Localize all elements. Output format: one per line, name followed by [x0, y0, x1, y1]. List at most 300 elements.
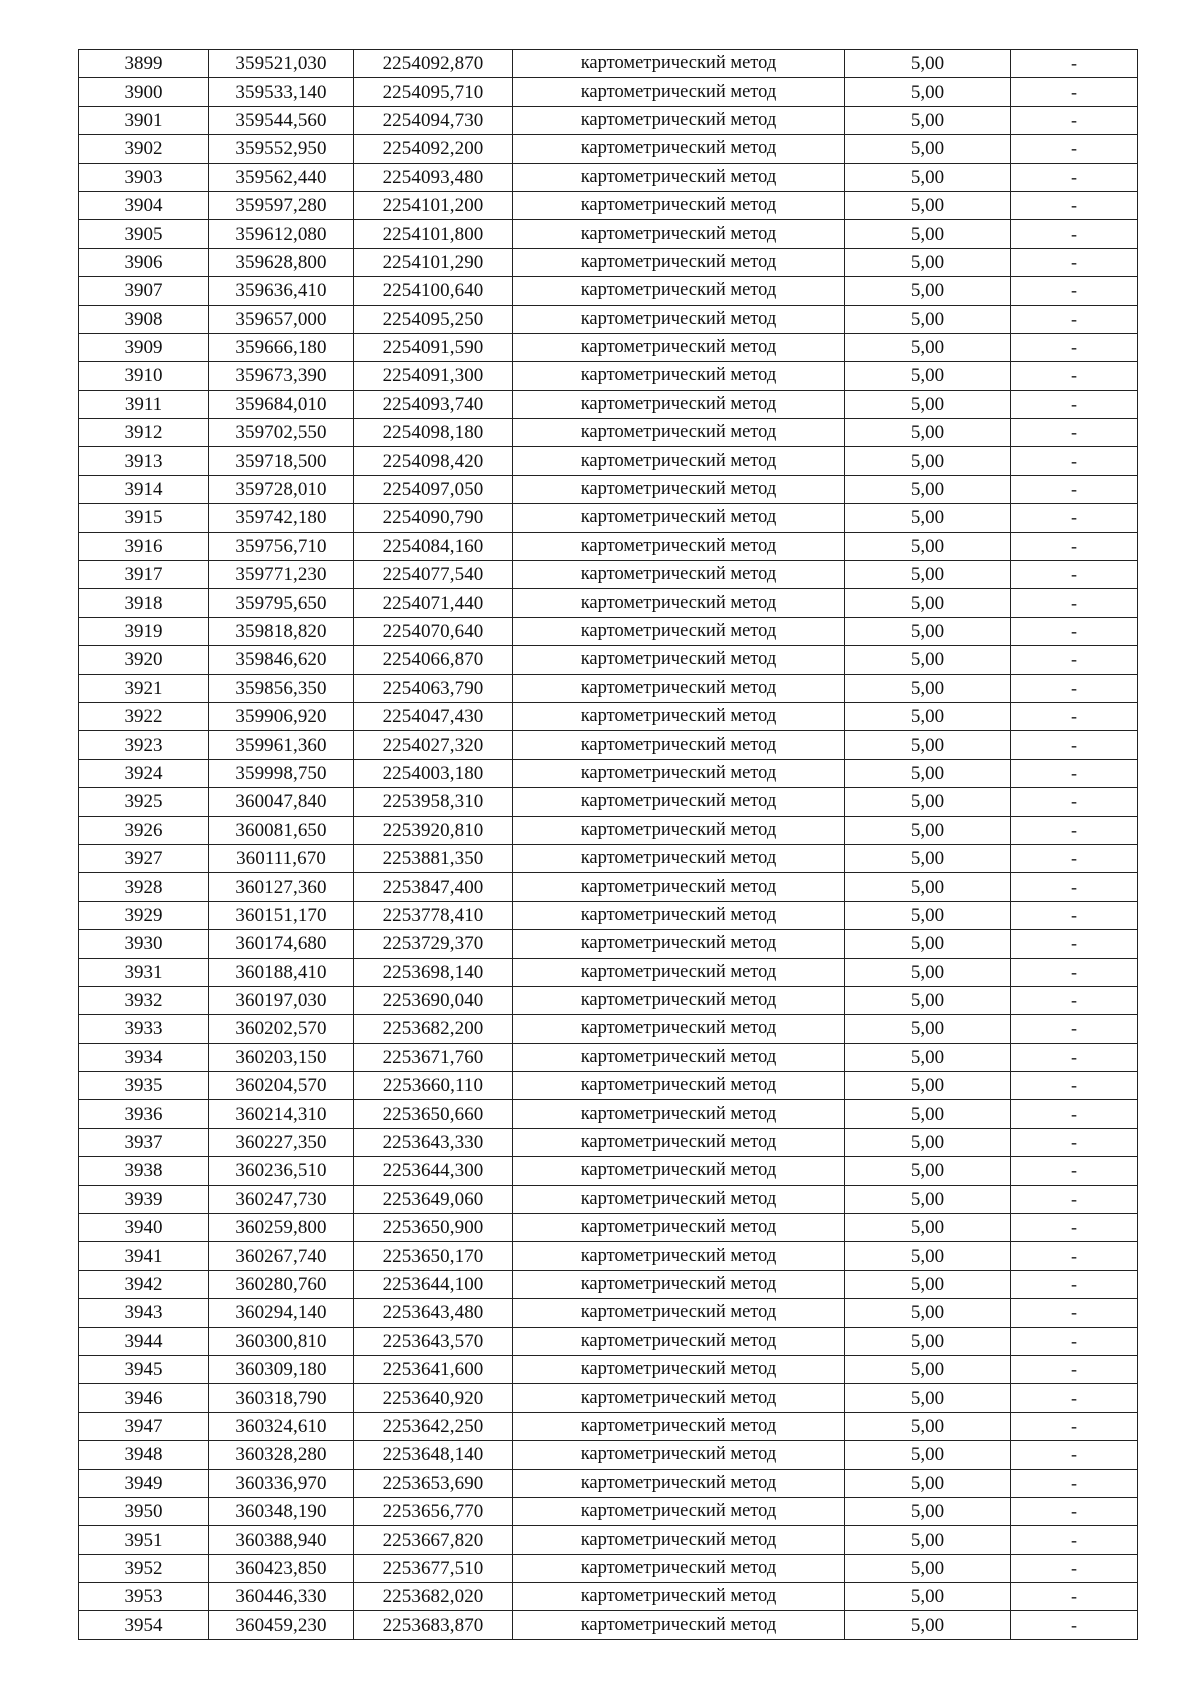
- table-row: [79, 447, 1138, 475]
- point-number-cell: 3931: [79, 958, 209, 986]
- table-row: [79, 958, 1138, 986]
- y-coordinate-cell: 2253649,060: [354, 1185, 513, 1213]
- point-number-cell: 3923: [79, 731, 209, 759]
- accuracy-cell: 5,00: [845, 844, 1011, 872]
- note-cell: -: [1011, 1043, 1138, 1071]
- method-cell: картометрический метод: [513, 1100, 845, 1128]
- point-number-cell: 3939: [79, 1185, 209, 1213]
- x-coordinate-cell: 360227,350: [209, 1128, 354, 1156]
- note-cell: -: [1011, 305, 1138, 333]
- method-cell: картометрический метод: [513, 220, 845, 248]
- y-coordinate-cell: 2254101,200: [354, 191, 513, 219]
- method-cell: картометрический метод: [513, 1185, 845, 1213]
- method-cell: картометрический метод: [513, 419, 845, 447]
- accuracy-cell: 5,00: [845, 1554, 1011, 1582]
- y-coordinate-cell: 2254092,870: [354, 50, 513, 78]
- table-row: [79, 1355, 1138, 1383]
- method-cell: картометрический метод: [513, 1327, 845, 1355]
- point-number-cell: 3910: [79, 362, 209, 390]
- table-row: [79, 873, 1138, 901]
- y-coordinate-cell: 2254071,440: [354, 589, 513, 617]
- x-coordinate-cell: 359666,180: [209, 333, 354, 361]
- accuracy-cell: 5,00: [845, 78, 1011, 106]
- point-number-cell: 3930: [79, 930, 209, 958]
- y-coordinate-cell: 2254066,870: [354, 646, 513, 674]
- y-coordinate-cell: 2254100,640: [354, 277, 513, 305]
- table-row: [79, 78, 1138, 106]
- note-cell: -: [1011, 1299, 1138, 1327]
- note-cell: -: [1011, 1554, 1138, 1582]
- x-coordinate-cell: 360280,760: [209, 1270, 354, 1298]
- accuracy-cell: 5,00: [845, 646, 1011, 674]
- table-row: [79, 1441, 1138, 1469]
- x-coordinate-cell: 359612,080: [209, 220, 354, 248]
- x-coordinate-cell: 359718,500: [209, 447, 354, 475]
- note-cell: -: [1011, 1242, 1138, 1270]
- note-cell: -: [1011, 759, 1138, 787]
- accuracy-cell: 5,00: [845, 788, 1011, 816]
- x-coordinate-cell: 360203,150: [209, 1043, 354, 1071]
- x-coordinate-cell: 360300,810: [209, 1327, 354, 1355]
- accuracy-cell: 5,00: [845, 1526, 1011, 1554]
- point-number-cell: 3938: [79, 1157, 209, 1185]
- x-coordinate-cell: 360247,730: [209, 1185, 354, 1213]
- x-coordinate-cell: 360204,570: [209, 1072, 354, 1100]
- note-cell: -: [1011, 1327, 1138, 1355]
- method-cell: картометрический метод: [513, 561, 845, 589]
- accuracy-cell: 5,00: [845, 106, 1011, 134]
- method-cell: картометрический метод: [513, 844, 845, 872]
- y-coordinate-cell: 2253641,600: [354, 1355, 513, 1383]
- table-row: [79, 475, 1138, 503]
- method-cell: картометрический метод: [513, 1157, 845, 1185]
- method-cell: картометрический метод: [513, 163, 845, 191]
- table-row: [79, 1412, 1138, 1440]
- accuracy-cell: 5,00: [845, 504, 1011, 532]
- table-row: [79, 333, 1138, 361]
- table-row: [79, 589, 1138, 617]
- x-coordinate-cell: 360294,140: [209, 1299, 354, 1327]
- accuracy-cell: 5,00: [845, 1299, 1011, 1327]
- note-cell: -: [1011, 163, 1138, 191]
- table-row: [79, 1384, 1138, 1412]
- method-cell: картометрический метод: [513, 589, 845, 617]
- point-number-cell: 3921: [79, 674, 209, 702]
- y-coordinate-cell: 2253660,110: [354, 1072, 513, 1100]
- method-cell: картометрический метод: [513, 1583, 845, 1611]
- method-cell: картометрический метод: [513, 1526, 845, 1554]
- note-cell: -: [1011, 106, 1138, 134]
- method-cell: картометрический метод: [513, 873, 845, 901]
- table-row: [79, 1270, 1138, 1298]
- y-coordinate-cell: 2253650,900: [354, 1214, 513, 1242]
- note-cell: -: [1011, 1497, 1138, 1525]
- y-coordinate-cell: 2253682,200: [354, 1015, 513, 1043]
- x-coordinate-cell: 359846,620: [209, 646, 354, 674]
- accuracy-cell: 5,00: [845, 1100, 1011, 1128]
- y-coordinate-cell: 2254093,740: [354, 390, 513, 418]
- method-cell: картометрический метод: [513, 930, 845, 958]
- table-row: [79, 1185, 1138, 1213]
- point-number-cell: 3926: [79, 816, 209, 844]
- x-coordinate-cell: 360348,190: [209, 1497, 354, 1525]
- point-number-cell: 3908: [79, 305, 209, 333]
- method-cell: картометрический метод: [513, 1611, 845, 1639]
- table-row: [79, 277, 1138, 305]
- accuracy-cell: 5,00: [845, 1072, 1011, 1100]
- table-row: [79, 1214, 1138, 1242]
- note-cell: -: [1011, 702, 1138, 730]
- accuracy-cell: 5,00: [845, 390, 1011, 418]
- method-cell: картометрический метод: [513, 1214, 845, 1242]
- method-cell: картометрический метод: [513, 759, 845, 787]
- x-coordinate-cell: 359702,550: [209, 419, 354, 447]
- note-cell: -: [1011, 277, 1138, 305]
- accuracy-cell: 5,00: [845, 958, 1011, 986]
- method-cell: картометрический метод: [513, 1412, 845, 1440]
- table-row: [79, 220, 1138, 248]
- accuracy-cell: 5,00: [845, 816, 1011, 844]
- y-coordinate-cell: 2253690,040: [354, 986, 513, 1014]
- point-number-cell: 3906: [79, 248, 209, 276]
- y-coordinate-cell: 2253642,250: [354, 1412, 513, 1440]
- point-number-cell: 3913: [79, 447, 209, 475]
- table-row: [79, 1583, 1138, 1611]
- y-coordinate-cell: 2254098,420: [354, 447, 513, 475]
- accuracy-cell: 5,00: [845, 674, 1011, 702]
- note-cell: -: [1011, 1469, 1138, 1497]
- accuracy-cell: 5,00: [845, 873, 1011, 901]
- method-cell: картометрический метод: [513, 617, 845, 645]
- point-number-cell: 3928: [79, 873, 209, 901]
- method-cell: картометрический метод: [513, 1441, 845, 1469]
- point-number-cell: 3919: [79, 617, 209, 645]
- accuracy-cell: 5,00: [845, 1015, 1011, 1043]
- x-coordinate-cell: 359818,820: [209, 617, 354, 645]
- y-coordinate-cell: 2253683,870: [354, 1611, 513, 1639]
- point-number-cell: 3949: [79, 1469, 209, 1497]
- point-number-cell: 3911: [79, 390, 209, 418]
- accuracy-cell: 5,00: [845, 1128, 1011, 1156]
- method-cell: картометрический метод: [513, 50, 845, 78]
- accuracy-cell: 5,00: [845, 901, 1011, 929]
- note-cell: -: [1011, 1157, 1138, 1185]
- point-number-cell: 3945: [79, 1355, 209, 1383]
- method-cell: картометрический метод: [513, 277, 845, 305]
- method-cell: картометрический метод: [513, 958, 845, 986]
- x-coordinate-cell: 360081,650: [209, 816, 354, 844]
- y-coordinate-cell: 2254095,250: [354, 305, 513, 333]
- method-cell: картометрический метод: [513, 731, 845, 759]
- y-coordinate-cell: 2254070,640: [354, 617, 513, 645]
- x-coordinate-cell: 359906,920: [209, 702, 354, 730]
- point-number-cell: 3920: [79, 646, 209, 674]
- accuracy-cell: 5,00: [845, 1327, 1011, 1355]
- note-cell: -: [1011, 1185, 1138, 1213]
- coordinates-table-body: [79, 50, 1138, 1640]
- point-number-cell: 3922: [79, 702, 209, 730]
- accuracy-cell: 5,00: [845, 1469, 1011, 1497]
- y-coordinate-cell: 2253643,570: [354, 1327, 513, 1355]
- note-cell: -: [1011, 1384, 1138, 1412]
- accuracy-cell: 5,00: [845, 305, 1011, 333]
- y-coordinate-cell: 2253640,920: [354, 1384, 513, 1412]
- y-coordinate-cell: 2253650,660: [354, 1100, 513, 1128]
- point-number-cell: 3936: [79, 1100, 209, 1128]
- method-cell: картометрический метод: [513, 1128, 845, 1156]
- method-cell: картометрический метод: [513, 702, 845, 730]
- table-row: [79, 930, 1138, 958]
- accuracy-cell: 5,00: [845, 617, 1011, 645]
- method-cell: картометрический метод: [513, 1015, 845, 1043]
- table-row: [79, 305, 1138, 333]
- point-number-cell: 3902: [79, 135, 209, 163]
- method-cell: картометрический метод: [513, 816, 845, 844]
- table-row: [79, 191, 1138, 219]
- note-cell: -: [1011, 731, 1138, 759]
- accuracy-cell: 5,00: [845, 930, 1011, 958]
- table-row: [79, 561, 1138, 589]
- table-row: [79, 504, 1138, 532]
- method-cell: картометрический метод: [513, 1384, 845, 1412]
- x-coordinate-cell: 360197,030: [209, 986, 354, 1014]
- table-row: [79, 1299, 1138, 1327]
- method-cell: картометрический метод: [513, 447, 845, 475]
- method-cell: картометрический метод: [513, 78, 845, 106]
- x-coordinate-cell: 360236,510: [209, 1157, 354, 1185]
- x-coordinate-cell: 359756,710: [209, 532, 354, 560]
- point-number-cell: 3941: [79, 1242, 209, 1270]
- y-coordinate-cell: 2253729,370: [354, 930, 513, 958]
- table-row: [79, 362, 1138, 390]
- note-cell: -: [1011, 390, 1138, 418]
- method-cell: картометрический метод: [513, 504, 845, 532]
- note-cell: -: [1011, 589, 1138, 617]
- x-coordinate-cell: 360328,280: [209, 1441, 354, 1469]
- x-coordinate-cell: 359628,800: [209, 248, 354, 276]
- table-row: [79, 1128, 1138, 1156]
- note-cell: -: [1011, 419, 1138, 447]
- x-coordinate-cell: 360188,410: [209, 958, 354, 986]
- y-coordinate-cell: 2254093,480: [354, 163, 513, 191]
- y-coordinate-cell: 2253847,400: [354, 873, 513, 901]
- note-cell: -: [1011, 1611, 1138, 1639]
- y-coordinate-cell: 2253667,820: [354, 1526, 513, 1554]
- note-cell: -: [1011, 873, 1138, 901]
- accuracy-cell: 5,00: [845, 1185, 1011, 1213]
- point-number-cell: 3903: [79, 163, 209, 191]
- y-coordinate-cell: 2253671,760: [354, 1043, 513, 1071]
- x-coordinate-cell: 360111,670: [209, 844, 354, 872]
- y-coordinate-cell: 2253643,480: [354, 1299, 513, 1327]
- note-cell: -: [1011, 788, 1138, 816]
- table-row: [79, 1469, 1138, 1497]
- x-coordinate-cell: 360202,570: [209, 1015, 354, 1043]
- point-number-cell: 3937: [79, 1128, 209, 1156]
- note-cell: -: [1011, 333, 1138, 361]
- point-number-cell: 3901: [79, 106, 209, 134]
- accuracy-cell: 5,00: [845, 419, 1011, 447]
- note-cell: -: [1011, 1355, 1138, 1383]
- note-cell: -: [1011, 475, 1138, 503]
- note-cell: -: [1011, 78, 1138, 106]
- accuracy-cell: 5,00: [845, 1497, 1011, 1525]
- method-cell: картометрический метод: [513, 1554, 845, 1582]
- method-cell: картометрический метод: [513, 135, 845, 163]
- point-number-cell: 3942: [79, 1270, 209, 1298]
- method-cell: картометрический метод: [513, 333, 845, 361]
- accuracy-cell: 5,00: [845, 561, 1011, 589]
- accuracy-cell: 5,00: [845, 475, 1011, 503]
- table-row: [79, 731, 1138, 759]
- x-coordinate-cell: 359771,230: [209, 561, 354, 589]
- note-cell: -: [1011, 50, 1138, 78]
- accuracy-cell: 5,00: [845, 532, 1011, 560]
- x-coordinate-cell: 359673,390: [209, 362, 354, 390]
- x-coordinate-cell: 359728,010: [209, 475, 354, 503]
- y-coordinate-cell: 2253677,510: [354, 1554, 513, 1582]
- table-row: [79, 674, 1138, 702]
- y-coordinate-cell: 2254090,790: [354, 504, 513, 532]
- accuracy-cell: 5,00: [845, 1441, 1011, 1469]
- table-row: [79, 788, 1138, 816]
- coordinates-table: [78, 49, 1138, 1640]
- y-coordinate-cell: 2254094,730: [354, 106, 513, 134]
- method-cell: картометрический метод: [513, 1299, 845, 1327]
- y-coordinate-cell: 2253778,410: [354, 901, 513, 929]
- note-cell: -: [1011, 135, 1138, 163]
- method-cell: картометрический метод: [513, 1355, 845, 1383]
- accuracy-cell: 5,00: [845, 333, 1011, 361]
- accuracy-cell: 5,00: [845, 1412, 1011, 1440]
- note-cell: -: [1011, 958, 1138, 986]
- x-coordinate-cell: 359562,440: [209, 163, 354, 191]
- table-row: [79, 135, 1138, 163]
- table-row: [79, 1157, 1138, 1185]
- x-coordinate-cell: 359961,360: [209, 731, 354, 759]
- x-coordinate-cell: 360214,310: [209, 1100, 354, 1128]
- table-row: [79, 844, 1138, 872]
- point-number-cell: 3918: [79, 589, 209, 617]
- accuracy-cell: 5,00: [845, 220, 1011, 248]
- accuracy-cell: 5,00: [845, 277, 1011, 305]
- table-row: [79, 1611, 1138, 1639]
- point-number-cell: 3907: [79, 277, 209, 305]
- table-row: [79, 759, 1138, 787]
- note-cell: -: [1011, 617, 1138, 645]
- note-cell: -: [1011, 1100, 1138, 1128]
- accuracy-cell: 5,00: [845, 1270, 1011, 1298]
- table-row: [79, 617, 1138, 645]
- x-coordinate-cell: 360423,850: [209, 1554, 354, 1582]
- point-number-cell: 3946: [79, 1384, 209, 1412]
- point-number-cell: 3948: [79, 1441, 209, 1469]
- note-cell: -: [1011, 220, 1138, 248]
- y-coordinate-cell: 2254101,800: [354, 220, 513, 248]
- y-coordinate-cell: 2253920,810: [354, 816, 513, 844]
- method-cell: картометрический метод: [513, 901, 845, 929]
- y-coordinate-cell: 2253653,690: [354, 1469, 513, 1497]
- method-cell: картометрический метод: [513, 1072, 845, 1100]
- method-cell: картометрический метод: [513, 1242, 845, 1270]
- y-coordinate-cell: 2253650,170: [354, 1242, 513, 1270]
- y-coordinate-cell: 2254047,430: [354, 702, 513, 730]
- x-coordinate-cell: 360309,180: [209, 1355, 354, 1383]
- accuracy-cell: 5,00: [845, 50, 1011, 78]
- point-number-cell: 3944: [79, 1327, 209, 1355]
- point-number-cell: 3917: [79, 561, 209, 589]
- point-number-cell: 3904: [79, 191, 209, 219]
- y-coordinate-cell: 2254092,200: [354, 135, 513, 163]
- point-number-cell: 3934: [79, 1043, 209, 1071]
- x-coordinate-cell: 359856,350: [209, 674, 354, 702]
- x-coordinate-cell: 359597,280: [209, 191, 354, 219]
- point-number-cell: 3933: [79, 1015, 209, 1043]
- x-coordinate-cell: 360459,230: [209, 1611, 354, 1639]
- note-cell: -: [1011, 248, 1138, 276]
- note-cell: -: [1011, 447, 1138, 475]
- method-cell: картометрический метод: [513, 788, 845, 816]
- point-number-cell: 3943: [79, 1299, 209, 1327]
- method-cell: картометрический метод: [513, 106, 845, 134]
- table-row: [79, 1015, 1138, 1043]
- table-row: [79, 1072, 1138, 1100]
- x-coordinate-cell: 360267,740: [209, 1242, 354, 1270]
- point-number-cell: 3954: [79, 1611, 209, 1639]
- accuracy-cell: 5,00: [845, 759, 1011, 787]
- table-row: [79, 816, 1138, 844]
- point-number-cell: 3932: [79, 986, 209, 1014]
- note-cell: -: [1011, 930, 1138, 958]
- y-coordinate-cell: 2253698,140: [354, 958, 513, 986]
- note-cell: -: [1011, 362, 1138, 390]
- note-cell: -: [1011, 1214, 1138, 1242]
- point-number-cell: 3916: [79, 532, 209, 560]
- accuracy-cell: 5,00: [845, 1242, 1011, 1270]
- table-row: [79, 390, 1138, 418]
- accuracy-cell: 5,00: [845, 702, 1011, 730]
- point-number-cell: 3915: [79, 504, 209, 532]
- table-row: [79, 248, 1138, 276]
- method-cell: картометрический метод: [513, 1270, 845, 1298]
- note-cell: -: [1011, 1015, 1138, 1043]
- table-row: [79, 1242, 1138, 1270]
- note-cell: -: [1011, 1072, 1138, 1100]
- point-number-cell: 3950: [79, 1497, 209, 1525]
- x-coordinate-cell: 360127,360: [209, 873, 354, 901]
- note-cell: -: [1011, 816, 1138, 844]
- y-coordinate-cell: 2254095,710: [354, 78, 513, 106]
- accuracy-cell: 5,00: [845, 447, 1011, 475]
- method-cell: картометрический метод: [513, 390, 845, 418]
- note-cell: -: [1011, 1128, 1138, 1156]
- point-number-cell: 3953: [79, 1583, 209, 1611]
- point-number-cell: 3900: [79, 78, 209, 106]
- x-coordinate-cell: 360318,790: [209, 1384, 354, 1412]
- note-cell: -: [1011, 844, 1138, 872]
- table-row: [79, 419, 1138, 447]
- y-coordinate-cell: 2254084,160: [354, 532, 513, 560]
- method-cell: картометрический метод: [513, 362, 845, 390]
- x-coordinate-cell: 360174,680: [209, 930, 354, 958]
- method-cell: картометрический метод: [513, 986, 845, 1014]
- method-cell: картометрический метод: [513, 1043, 845, 1071]
- x-coordinate-cell: 359795,650: [209, 589, 354, 617]
- x-coordinate-cell: 359552,950: [209, 135, 354, 163]
- note-cell: -: [1011, 646, 1138, 674]
- x-coordinate-cell: 359636,410: [209, 277, 354, 305]
- y-coordinate-cell: 2254097,050: [354, 475, 513, 503]
